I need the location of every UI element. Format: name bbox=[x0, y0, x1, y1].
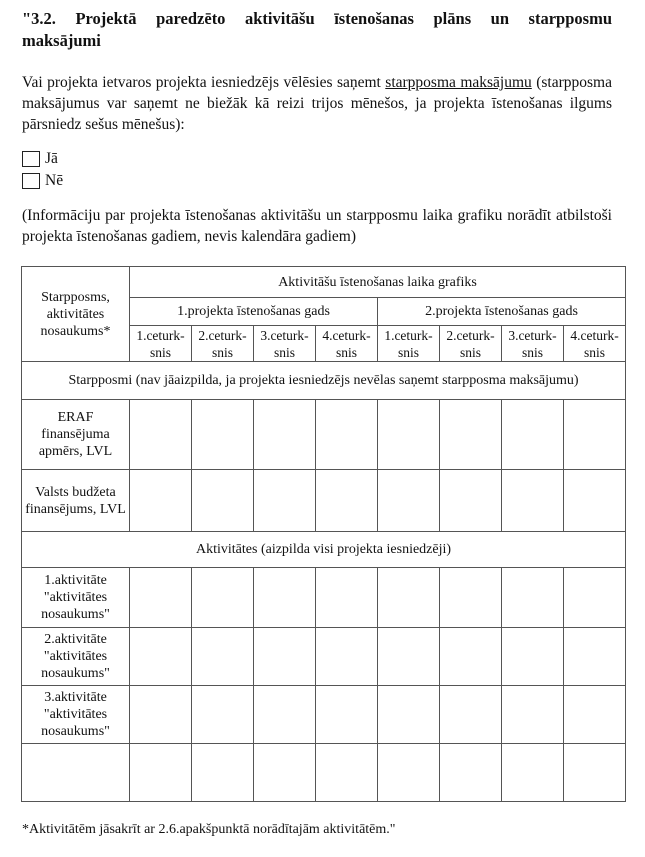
data-cell[interactable] bbox=[130, 470, 192, 532]
col-header-milestone: Starpposms, aktivitātes nosaukums* bbox=[22, 267, 130, 362]
intro-text-1: Vai projekta ietvaros projekta iesniedzējs vēlēsies saņemt bbox=[22, 74, 386, 91]
data-cell[interactable] bbox=[316, 470, 378, 532]
data-cell[interactable] bbox=[316, 744, 378, 802]
data-cell[interactable] bbox=[564, 686, 626, 744]
option-no[interactable] bbox=[22, 170, 63, 192]
data-cell[interactable] bbox=[440, 628, 502, 686]
data-cell[interactable] bbox=[564, 470, 626, 532]
schedule-header: Aktivitāšu īstenošanas laika grafiks bbox=[130, 267, 626, 298]
data-cell[interactable] bbox=[192, 628, 254, 686]
data-cell[interactable] bbox=[440, 744, 502, 802]
data-cell[interactable] bbox=[316, 686, 378, 744]
data-cell[interactable] bbox=[130, 568, 192, 628]
data-cell[interactable] bbox=[254, 628, 316, 686]
data-cell[interactable] bbox=[378, 744, 440, 802]
quarter-header: 3.ceturk- snis bbox=[254, 326, 316, 362]
data-cell[interactable] bbox=[254, 400, 316, 470]
option-yes-label: Jā bbox=[45, 150, 58, 167]
data-cell[interactable] bbox=[192, 744, 254, 802]
checkbox-no[interactable] bbox=[22, 173, 40, 189]
data-cell[interactable] bbox=[564, 568, 626, 628]
data-cell[interactable] bbox=[378, 568, 440, 628]
data-cell[interactable] bbox=[502, 470, 564, 532]
option-no-label: Nē bbox=[45, 172, 64, 189]
heading-line-2: maksājumi bbox=[22, 31, 101, 50]
intro-question bbox=[22, 72, 612, 135]
section-activities: Aktivitātes (aizpilda visi projekta iesniedzēji) bbox=[22, 532, 626, 568]
data-cell[interactable] bbox=[130, 400, 192, 470]
year-2-header: 2.projekta īstenošanas gads bbox=[378, 298, 626, 326]
row-label-activity-2: 2.aktivitāte "aktivitātes nosaukums" bbox=[22, 628, 130, 686]
data-cell[interactable] bbox=[564, 400, 626, 470]
data-cell[interactable] bbox=[564, 744, 626, 802]
intro-text-2: (starpposma maksājumus var saņemt ne biežāk kā reizi trijos mēnešos, ja projekta īstenošanas ilgums pārsniedz sešus mēnešus): bbox=[22, 74, 612, 133]
data-cell[interactable] bbox=[316, 568, 378, 628]
section-heading bbox=[22, 8, 612, 52]
data-cell[interactable] bbox=[564, 628, 626, 686]
milestone-payment-link: starpposma maksājumu bbox=[385, 74, 532, 91]
section-milestones: Starpposmi (nav jāaizpilda, ja projekta iesniedzējs nevēlas saņemt starpposma maksājumu) bbox=[22, 362, 626, 400]
data-cell[interactable] bbox=[378, 686, 440, 744]
quarter-header: 1.ceturk- snis bbox=[130, 326, 192, 362]
data-cell[interactable] bbox=[316, 628, 378, 686]
row-label-state-budget: Valsts budžeta finansējums, LVL bbox=[22, 470, 130, 532]
data-cell[interactable] bbox=[192, 568, 254, 628]
row-label-activity-3: 3.aktivitāte "aktivitātes nosaukums" bbox=[22, 686, 130, 744]
data-cell[interactable] bbox=[254, 744, 316, 802]
data-cell[interactable] bbox=[254, 686, 316, 744]
quarter-header: 2.ceturk- snis bbox=[440, 326, 502, 362]
data-cell[interactable] bbox=[130, 628, 192, 686]
quarter-header: 4.ceturk- snis bbox=[316, 326, 378, 362]
heading-line-1: "3.2. Projektā paredzēto aktivitāšu īstenošanas plāns un starpposmu bbox=[22, 9, 612, 28]
data-cell[interactable] bbox=[502, 400, 564, 470]
data-cell[interactable] bbox=[254, 568, 316, 628]
data-cell[interactable] bbox=[440, 686, 502, 744]
row-label-eraf: ERAF finansējuma apmērs, LVL bbox=[22, 400, 130, 470]
data-cell[interactable] bbox=[440, 470, 502, 532]
quarter-header: 1.ceturk- snis bbox=[378, 326, 440, 362]
data-cell[interactable] bbox=[440, 400, 502, 470]
data-cell[interactable] bbox=[378, 470, 440, 532]
row-label-activity-1: 1.aktivitāte "aktivitātes nosaukums" bbox=[22, 568, 130, 628]
data-cell[interactable] bbox=[254, 470, 316, 532]
quarter-header: 2.ceturk- snis bbox=[192, 326, 254, 362]
schedule-note: (Informāciju par projekta īstenošanas aktivitāšu un starpposmu laika grafiku norādīt atbilstoši projekta īstenošanas gadiem, nevis kalendāra gadiem) bbox=[22, 207, 612, 245]
quarter-header: 3.ceturk- snis bbox=[502, 326, 564, 362]
data-cell[interactable] bbox=[502, 686, 564, 744]
data-cell[interactable] bbox=[378, 628, 440, 686]
data-cell[interactable] bbox=[192, 686, 254, 744]
data-cell[interactable] bbox=[502, 744, 564, 802]
data-cell[interactable] bbox=[502, 568, 564, 628]
year-1-header: 1.projekta īstenošanas gads bbox=[130, 298, 378, 326]
row-label-empty[interactable] bbox=[22, 744, 130, 802]
checkbox-yes[interactable] bbox=[22, 151, 40, 167]
schedule-table bbox=[21, 266, 626, 802]
footnote: *Aktivitātēm jāsakrīt ar 2.6.apakšpunktā norādītajām aktivitātēm." bbox=[22, 822, 396, 837]
option-yes[interactable] bbox=[22, 148, 63, 170]
data-cell[interactable] bbox=[192, 400, 254, 470]
data-cell[interactable] bbox=[130, 686, 192, 744]
data-cell[interactable] bbox=[192, 470, 254, 532]
answer-options bbox=[22, 148, 63, 192]
data-cell[interactable] bbox=[130, 744, 192, 802]
data-cell[interactable] bbox=[502, 628, 564, 686]
data-cell[interactable] bbox=[440, 568, 502, 628]
data-cell[interactable] bbox=[316, 400, 378, 470]
data-cell[interactable] bbox=[378, 400, 440, 470]
quarter-header: 4.ceturk- snis bbox=[564, 326, 626, 362]
